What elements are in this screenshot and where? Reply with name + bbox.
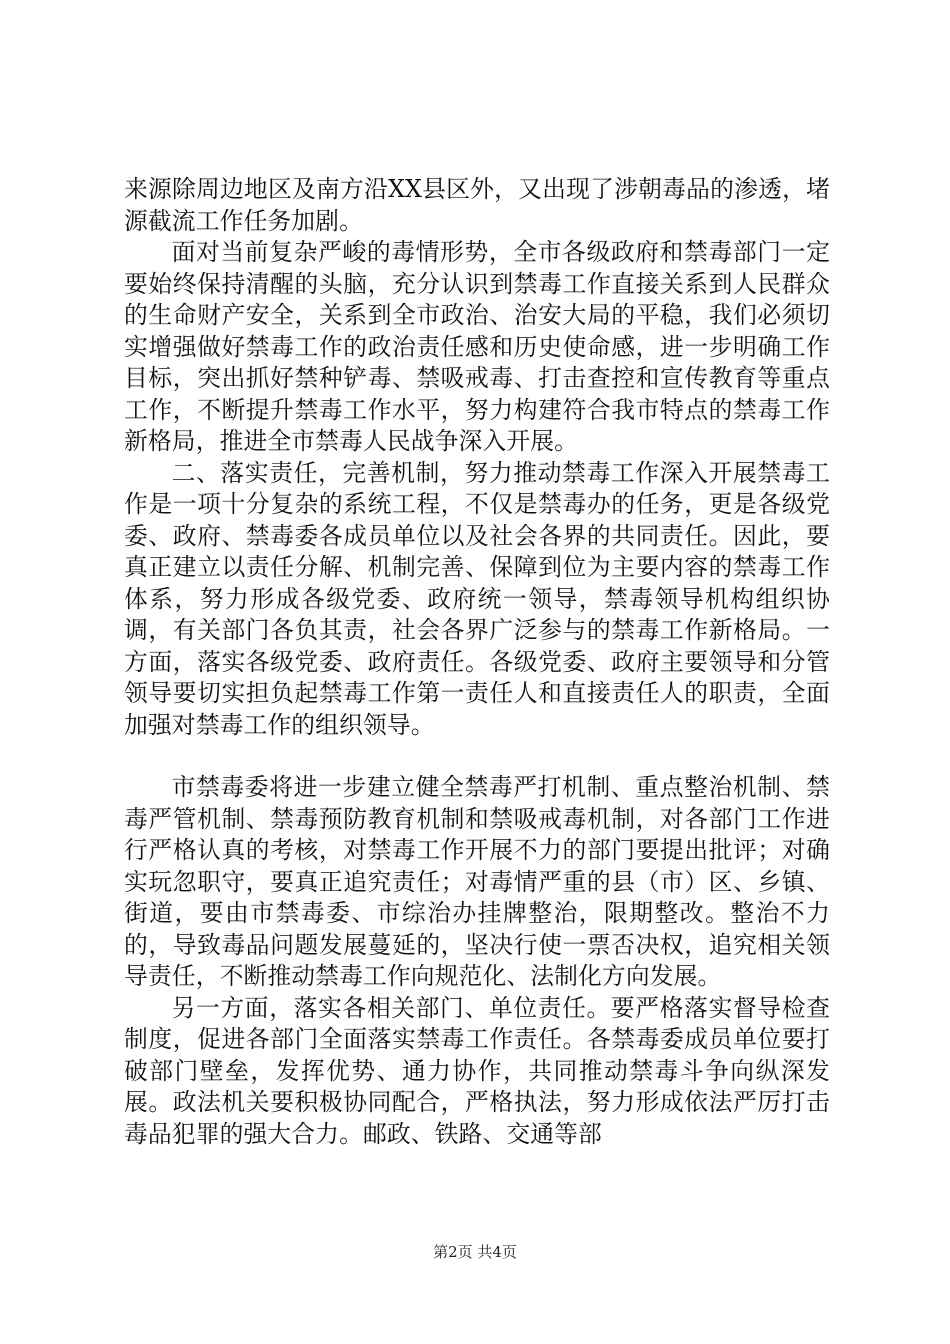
paragraph-mechanisms: 市禁毒委将进一步建立健全禁毒严打机制、重点整治机制、禁毒严管机制、禁毒预防教育机制和禁吸戒毒机制，对各部门工作进行严格认真的考核，对禁毒工作开展不力的部门要提出批评；对确实玩忽职守，要真正追究责任；对毒情严重的县（市）区、乡镇、街道，要由市禁毒委、市综治办挂牌整治，限期整改。整治不力的，导致毒品问题发展蔓延的，坚决行使一票否决权，追究相关领导责任，不断推动禁毒工作向规范化、法制化方向发展。 bbox=[124, 773, 830, 990]
document-body bbox=[124, 174, 830, 1150]
page-indicator: 第2页 共4页 bbox=[433, 1243, 517, 1261]
paragraph-section-two: 二、落实责任，完善机制，努力推动禁毒工作深入开展禁毒工作是一项十分复杂的系统工程，不仅是禁毒办的任务，更是各级党委、政府、禁毒委各成员单位以及社会各界的共同责任。因此，要真正建立以责任分解、机制完善、保障到位为主要内容的禁毒工作体系，努力形成各级党委、政府统一领导，禁毒领导机构组织协调，有关部门各负其责，社会各界广泛参与的禁毒工作新格局。一方面，落实各级党委、政府责任。各级党委、政府主要领导和分管领导要切实担负起禁毒工作第一责任人和直接责任人的职责，全面加强对禁毒工作的组织领导。 bbox=[124, 458, 830, 739]
paragraph-gap bbox=[124, 741, 830, 772]
paragraph-departments: 另一方面，落实各相关部门、单位责任。要严格落实督导检查制度，促进各部门全面落实禁毒工作责任。各禁毒委成员单位要打破部门壁垒，发挥优势、通力协作，共同推动禁毒斗争向纵深发展。政法机关要积极协同配合，严格执法，努力形成依法严厉打击毒品犯罪的强大合力。邮政、铁路、交通等部 bbox=[124, 993, 830, 1148]
page-footer bbox=[0, 1242, 950, 1262]
paragraph-drug-situation: 面对当前复杂严峻的毒情形势，全市各级政府和禁毒部门一定要始终保持清醒的头脑，充分认识到禁毒工作直接关系到人民群众的生命财产安全，关系到全市政治、治安大局的平稳，我们必须切实增强做好禁毒工作的政治责任感和历史使命感，进一步明确工作目标，突出抓好禁种铲毒、禁吸戒毒、打击查控和宣传教育等重点工作，不断提升禁毒工作水平，努力构建符合我市特点的禁毒工作新格局，推进全市禁毒人民战争深入开展。 bbox=[124, 238, 830, 455]
paragraph-continuation: 来源除周边地区及南方沿XX县区外，又出现了涉朝毒品的渗透，堵源截流工作任务加剧。 bbox=[124, 175, 830, 235]
